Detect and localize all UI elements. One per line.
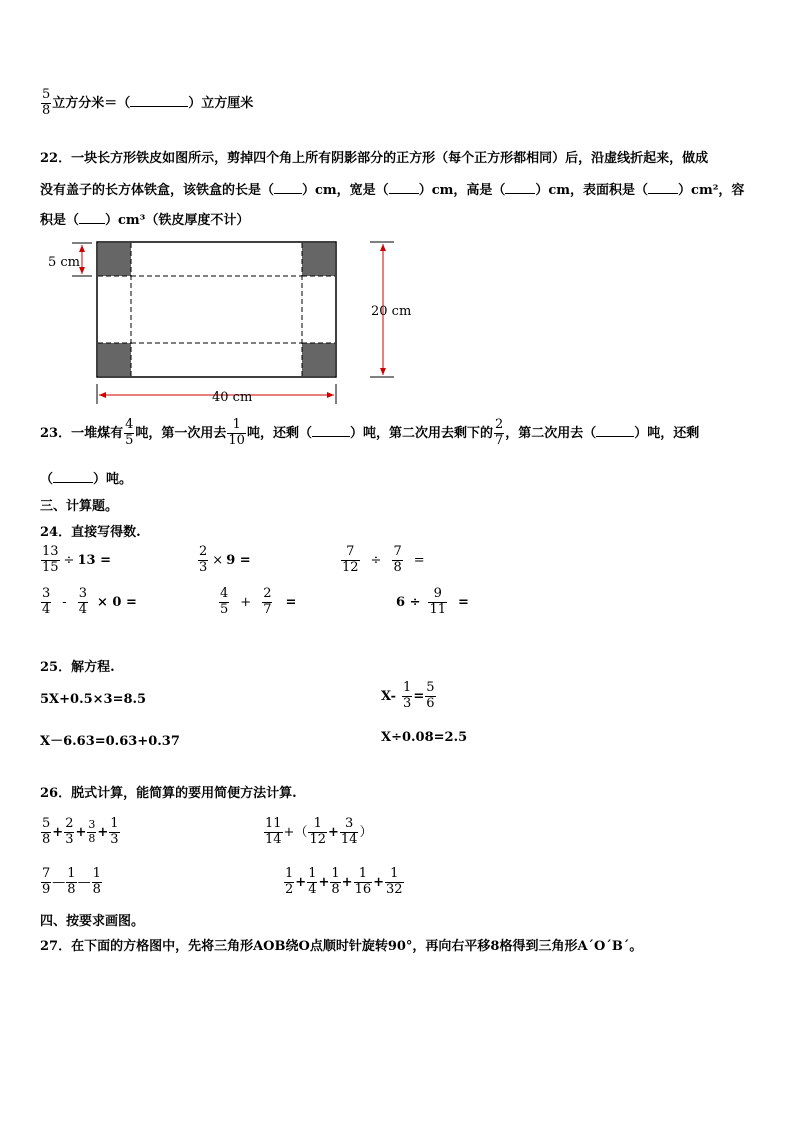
answer-blank[interactable] — [596, 436, 634, 437]
q22-line3: 积是（ ）cm³（铁皮厚度不计） — [40, 213, 250, 228]
calc-item: 6 ÷ $\frac{9}{11}$ = — [396, 586, 469, 617]
q22-line2: 没有盖子的长方体铁盒，该铁盒的长是（ ）cm，宽是（ ）cm，高是（ ）cm，表面积是（ ）cm²，容 — [40, 183, 745, 198]
fraction: $\frac{1}{10}$ — [228, 417, 245, 448]
answer-blank[interactable] — [130, 106, 188, 107]
q23-line2: （ ）吨。 — [40, 472, 133, 487]
q21-tail: $\frac{5}{8}$ 立方分米＝（ ）立方厘米 — [42, 87, 254, 118]
expression: $\frac{7}{9}$ — $\frac{1}{8}$ — $\frac{1}{8}$ — [42, 866, 101, 897]
calc-item: $\frac{2}{3}$ × 9 = — [199, 544, 251, 575]
equation: X－6.63=0.63+0.37 — [40, 734, 180, 749]
rectangle-outline — [97, 242, 336, 377]
iron-sheet-figure — [40, 236, 420, 411]
q23-line1: 23．一堆煤有 $\frac{4}{5}$ 吨，第一次用去 $\frac{1}{10}$ 吨，还剩（ ）吨，第二次用去剩下的 $\frac{2}{7}$ ，第二次用去（ ）吨，还剩 — [40, 417, 700, 448]
fraction: $\frac{5}{8}$ — [42, 87, 51, 118]
calc-item: $\frac{4}{5}$ + $\frac{2}{7}$ = — [220, 586, 297, 617]
shaded-corner-square — [302, 243, 335, 276]
q22-line1: 22．一块长方形铁皮如图所示，剪掉四个角上所有阴影部分的正方形（每个正方形都相同）后，沿虚线折起来，做成 — [40, 151, 709, 166]
height-label: 20 cm — [371, 304, 412, 319]
answer-blank[interactable] — [274, 193, 302, 194]
equation: 5X+0.5×3=8.5 — [40, 692, 147, 707]
width-label: 40 cm — [212, 390, 253, 405]
answer-blank[interactable] — [505, 193, 535, 194]
answer-blank[interactable] — [79, 223, 105, 224]
fold-lines — [98, 243, 335, 376]
corner-size-label: 5 cm — [48, 255, 81, 270]
fraction: $\frac{4}{5}$ — [125, 417, 134, 448]
section-heading: 三、计算题。 — [40, 499, 119, 514]
fraction: $\frac{2}{7}$ — [494, 417, 504, 448]
q25-title: 25．解方程. — [40, 660, 115, 675]
shaded-corner-square — [98, 343, 131, 376]
section-heading: 四、按要求画图。 — [40, 914, 145, 929]
shaded-corner-square — [302, 343, 335, 376]
equation: X÷0.08=2.5 — [381, 730, 468, 745]
expression: $\frac{1}{2}$ + $\frac{1}{4}$ + $\frac{1}{8}$ + $\frac{1}{16}$ + $\frac{1}{32}$ — [285, 866, 403, 897]
answer-blank[interactable] — [53, 482, 93, 483]
calc-item: $\frac{3}{4}$ - $\frac{3}{4}$ × 0 = — [42, 586, 137, 617]
calc-item: $\frac{7}{12}$ ÷ $\frac{7}{8}$ = — [342, 544, 425, 575]
expression: $\frac{5}{8}$ + $\frac{2}{3}$ + $\frac{3}{8}$ + $\frac{1}{3}$ — [42, 816, 119, 847]
equation: X- $\frac{1}{3}$ = $\frac{5}{6}$ — [381, 680, 435, 711]
expression: $\frac{11}{14}$ +（ $\frac{1}{12}$ + $\frac{3}{14}$ ） — [265, 816, 373, 847]
answer-blank[interactable] — [648, 193, 678, 194]
answer-blank[interactable] — [389, 193, 419, 194]
q26-title: 26．脱式计算，能简算的要用简便方法计算. — [40, 786, 297, 801]
q24-title: 24．直接写得数. — [40, 525, 141, 540]
q27-text: 27．在下面的方格图中，先将三角形AOB绕O点顺时针旋转90°，再向右平移8格得到三角形A´O´B´。 — [40, 939, 643, 954]
answer-blank[interactable] — [312, 436, 350, 437]
shaded-corner-square — [98, 243, 131, 276]
calc-item: $\frac{13}{15}$ ÷ 13 = — [42, 544, 111, 575]
